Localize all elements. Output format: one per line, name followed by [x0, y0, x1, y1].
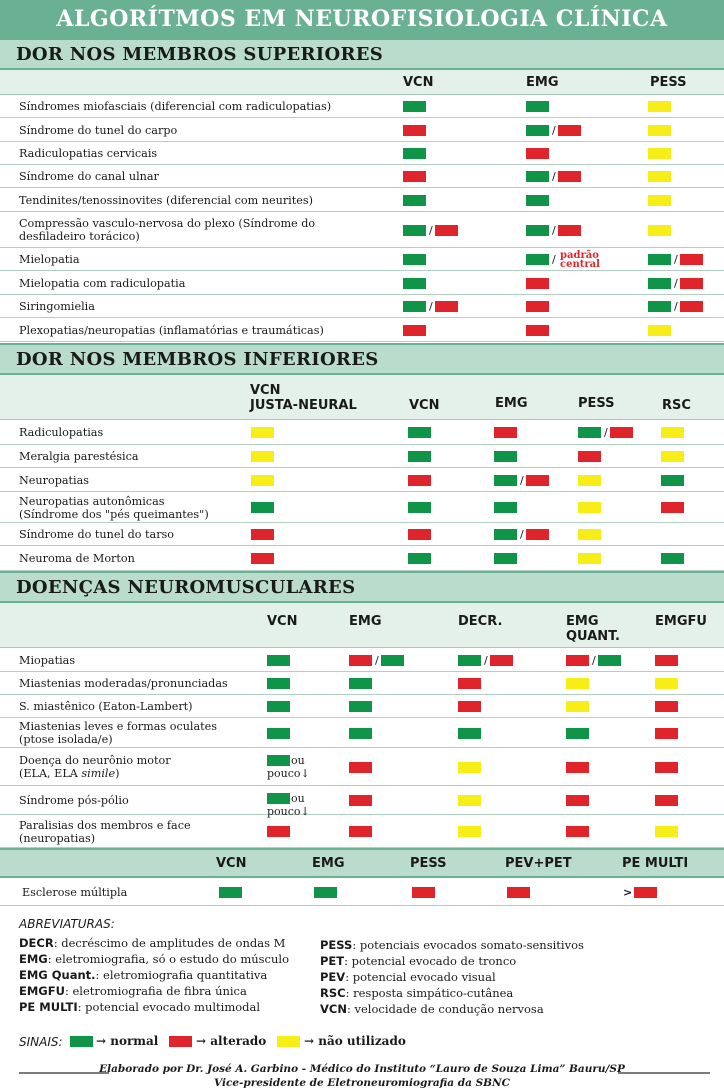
status-normal-swatch: [349, 701, 372, 712]
status-normal-swatch: [403, 101, 426, 112]
slash-separator: /: [552, 253, 556, 266]
row-label-line: Neuropatias autonômicas: [19, 494, 165, 508]
status-alterado-swatch: [566, 795, 589, 806]
status-nao-utilizado-swatch: [648, 148, 671, 159]
abbreviation-desc: : eletromiografia, só o estudo do músculo: [47, 952, 290, 966]
status-alterado-swatch: [435, 301, 458, 312]
status-normal-swatch: [403, 301, 426, 312]
abbreviation-item: [19, 967, 289, 983]
legend-label: SINAIS:: [19, 1035, 63, 1049]
status-alterado-swatch: [403, 171, 426, 182]
row-label-line: Síndromes miofasciais (diferencial com radiculopatias): [19, 100, 332, 113]
col-header-pess: PESS: [410, 856, 447, 871]
row-label-line: Radiculopatias cervicais: [19, 147, 158, 160]
row-label-part: (ELA, ELA: [19, 767, 82, 780]
status-normal-swatch: [661, 475, 684, 486]
slash-separator: /: [429, 300, 433, 313]
row-label-line: Mielopatia com radiculopatia: [19, 276, 186, 290]
legend-nao-utilizado-swatch: [277, 1036, 300, 1047]
section-title-membros-inferiores: DOR NOS MEMBROS INFERIORES: [0, 343, 724, 375]
row-label: [19, 147, 157, 160]
status-nao-utilizado-swatch: [655, 678, 678, 689]
page-title: ALGORÍTMOS EM NEUROFISIOLOGIA CLÍNICA: [0, 0, 724, 38]
slash-separator: /: [484, 653, 488, 667]
abbreviation-desc: : potencial evocado multimodal: [77, 1000, 261, 1014]
status-normal-swatch: [526, 125, 549, 136]
abbreviation-term: PE MULTI: [19, 1000, 78, 1014]
row-label-line: Síndrome do tunel do carpo: [19, 123, 178, 137]
status-normal-swatch: [408, 502, 431, 513]
footer-credit: Elaborado por Dr. José A. Garbino - Médico do Instituto “Lauro de Souza Lima” Bauru/SP: [99, 1063, 625, 1075]
row-label: [19, 528, 174, 541]
status-normal-swatch: [661, 553, 684, 564]
status-nao-utilizado-swatch: [661, 427, 684, 438]
status-nao-utilizado-swatch: [648, 195, 671, 206]
status-alterado-swatch: [507, 887, 530, 898]
abbreviation-desc: : eletromiografia quantitativa: [95, 968, 268, 982]
status-nao-utilizado-swatch: [578, 553, 601, 564]
abbreviation-term: PET: [320, 954, 345, 968]
abbreviation-desc: : velocidade de condução nervosa: [346, 1002, 544, 1016]
status-normal-swatch: [526, 101, 549, 112]
row-label-line: (Síndrome dos "pés queimantes"): [19, 507, 209, 521]
pouco-text: pouco↓: [267, 767, 310, 780]
row-label: [19, 277, 185, 290]
padrao-central-text: padrão: [560, 250, 599, 261]
abbreviation-term: VCN: [320, 1002, 347, 1016]
col-header-pev-pet: PEV+PET: [505, 856, 572, 871]
slash-separator: /: [604, 426, 608, 439]
row-label-line: Plexopatias/neuropatias (inflamatórias e traumáticas): [19, 323, 324, 337]
footer-subtitle: Vice-presidente de Eletroneuromiografia da SBNC: [214, 1077, 510, 1089]
col-header-vcn: VCN: [267, 614, 298, 629]
col-header-pe-multi: PE MULTI: [622, 856, 689, 871]
pouco-text: pouco↓: [267, 805, 310, 818]
status-normal-swatch: [403, 225, 426, 236]
status-normal-swatch: [566, 728, 589, 739]
slash-separator: /: [520, 528, 524, 541]
slash-separator: /: [552, 123, 556, 137]
row-label: [19, 495, 209, 521]
col-header-vcn-justa-neural: [250, 383, 357, 413]
row-label: [19, 654, 75, 667]
status-alterado-swatch: [408, 475, 431, 486]
status-alterado-swatch: [610, 427, 633, 438]
status-normal-swatch: [494, 502, 517, 513]
row-label-line: Paralisias dos membros e face: [19, 818, 191, 832]
status-normal-swatch: [267, 655, 290, 666]
col-header-emg-quant: [566, 614, 620, 644]
row-label: [19, 450, 139, 463]
status-nao-utilizado-swatch: [648, 325, 671, 336]
row-label: [19, 324, 324, 337]
status-normal-swatch: [408, 553, 431, 564]
greater-than-sign: >: [623, 885, 633, 899]
table-row: [0, 248, 724, 271]
table-row: [0, 468, 724, 492]
status-alterado-swatch: [680, 254, 703, 265]
status-alterado-swatch: [655, 701, 678, 712]
status-alterado-swatch: [578, 451, 601, 462]
status-nao-utilizado-swatch: [251, 427, 274, 438]
status-nao-utilizado-swatch: [566, 678, 589, 689]
row-label: [19, 124, 177, 137]
abbreviations-title: ABREVIATURAS:: [19, 917, 115, 931]
status-normal-swatch: [526, 195, 549, 206]
abbreviation-item: [320, 1001, 584, 1017]
row-label: [19, 794, 129, 807]
row-label-line: Miastenias moderadas/pronunciadas: [19, 677, 228, 690]
status-nao-utilizado-swatch: [648, 225, 671, 236]
abbreviation-desc: : eletromiografia de fibra única: [64, 984, 247, 998]
row-label: [19, 170, 159, 183]
status-alterado-swatch: [458, 701, 481, 712]
status-normal-swatch: [403, 278, 426, 289]
status-alterado-swatch: [490, 655, 513, 666]
status-nao-utilizado-swatch: [648, 125, 671, 136]
abbreviations-right: [320, 937, 584, 1017]
col-header-decr: DECR.: [458, 614, 503, 629]
status-normal-swatch: [381, 655, 404, 666]
status-normal-swatch: [403, 148, 426, 159]
row-label: [19, 474, 89, 487]
row-label: [19, 300, 95, 313]
col-header-emg: EMG: [312, 856, 345, 871]
slash-separator: /: [674, 276, 678, 290]
abbreviation-item: [19, 983, 289, 999]
col-header-rsc: RSC: [662, 398, 691, 413]
abbreviation-term: DECR: [19, 936, 54, 950]
column-header-row: [0, 70, 724, 95]
row-label-line: desfiladeiro torácico): [19, 230, 140, 243]
abbreviation-desc: : potencial evocado de tronco: [344, 954, 517, 968]
slash-separator: /: [674, 253, 678, 266]
row-label: [19, 754, 171, 780]
status-alterado-swatch: [558, 125, 581, 136]
status-alterado-swatch: [349, 795, 372, 806]
abbreviation-desc: : decréscimo de amplitudes de ondas M: [53, 936, 286, 950]
abbreviation-item: [320, 969, 584, 985]
status-alterado-swatch: [349, 762, 372, 773]
abbreviations-left: [19, 935, 289, 1015]
status-normal-swatch: [578, 427, 601, 438]
col-header-emgfu: EMGFU: [655, 614, 707, 629]
status-nao-utilizado-swatch: [648, 101, 671, 112]
status-normal-swatch: [219, 887, 242, 898]
status-alterado-swatch: [526, 301, 549, 312]
col-header-line: JUSTA-NEURAL: [250, 398, 357, 413]
status-normal-swatch: [251, 502, 274, 513]
ou-text: ou: [291, 792, 305, 805]
status-alterado-swatch: [458, 678, 481, 689]
status-nao-utilizado-swatch: [251, 475, 274, 486]
status-normal-swatch: [349, 678, 372, 689]
status-normal-swatch: [494, 553, 517, 564]
abbreviation-term: RSC: [320, 986, 346, 1000]
status-normal-swatch: [349, 728, 372, 739]
col-header-emg: EMG: [526, 75, 559, 90]
status-nao-utilizado-swatch: [458, 795, 481, 806]
abbreviation-term: EMG Quant.: [19, 968, 96, 982]
status-normal-swatch: [267, 793, 290, 804]
abbreviation-desc: : resposta simpático-cutânea: [345, 986, 514, 1000]
row-label-line: Esclerose múltipla: [22, 885, 128, 899]
slash-separator: /: [552, 170, 556, 183]
padrao-central-text: central: [560, 259, 600, 270]
status-alterado-swatch: [526, 325, 549, 336]
status-nao-utilizado-swatch: [566, 701, 589, 712]
status-normal-swatch: [526, 254, 549, 265]
row-label: [19, 552, 135, 565]
status-alterado-swatch: [526, 278, 549, 289]
status-alterado-swatch: [349, 826, 372, 837]
row-label-line: (neuropatias): [19, 831, 96, 845]
status-alterado-swatch: [435, 225, 458, 236]
status-nao-utilizado-swatch: [458, 762, 481, 773]
row-label-line: Radiculopatias: [19, 426, 104, 439]
row-label-line: Miastenias leves e formas oculates: [19, 720, 218, 733]
status-nao-utilizado-swatch: [648, 171, 671, 182]
col-header-line: EMG: [566, 614, 599, 629]
row-label-line: (ptose isolada/e): [19, 733, 113, 746]
status-normal-swatch: [458, 655, 481, 666]
status-normal-swatch: [494, 475, 517, 486]
col-header-vcn: VCN: [409, 398, 440, 413]
slash-separator: /: [429, 223, 433, 237]
status-normal-swatch: [648, 278, 671, 289]
status-normal-swatch: [314, 887, 337, 898]
status-alterado-swatch: [251, 529, 274, 540]
row-label-line: Miopatias: [19, 653, 76, 667]
status-alterado-swatch: [526, 148, 549, 159]
slash-separator: /: [520, 473, 524, 487]
row-label: [19, 253, 80, 266]
legend-normal-swatch: [70, 1036, 93, 1047]
status-normal-swatch: [403, 195, 426, 206]
status-alterado-swatch: [267, 826, 290, 837]
status-nao-utilizado-swatch: [578, 502, 601, 513]
col-header-emg: EMG: [495, 396, 528, 411]
abbreviation-item: [320, 985, 584, 1001]
status-nao-utilizado-swatch: [578, 475, 601, 486]
row-label: [19, 194, 313, 207]
legend-nao-utilizado-text: → não utilizado: [304, 1034, 406, 1048]
abbreviation-item: [320, 953, 584, 969]
status-normal-swatch: [408, 427, 431, 438]
status-normal-swatch: [598, 655, 621, 666]
row-label-line: Siringomielia: [19, 300, 95, 313]
status-nao-utilizado-swatch: [251, 451, 274, 462]
col-header-vcn: VCN: [403, 75, 434, 90]
status-normal-swatch: [267, 678, 290, 689]
status-normal-swatch: [526, 225, 549, 236]
status-alterado-swatch: [655, 762, 678, 773]
legend-alterado-text: → alterado: [196, 1034, 267, 1048]
slash-separator: /: [375, 653, 379, 667]
section-title-doencas-neuromusculares: DOENÇAS NEUROMUSCULARES: [0, 571, 724, 603]
slash-separator: /: [674, 300, 678, 313]
status-normal-swatch: [267, 755, 290, 766]
col-header-line: VCN: [250, 383, 281, 398]
status-normal-swatch: [267, 701, 290, 712]
status-alterado-swatch: [494, 427, 517, 438]
status-alterado-swatch: [403, 125, 426, 136]
status-alterado-swatch: [251, 553, 274, 564]
status-alterado-swatch: [655, 728, 678, 739]
slash-separator: /: [592, 653, 596, 667]
table-row: [0, 295, 724, 318]
abbreviation-term: PESS: [320, 938, 353, 952]
abbreviation-term: EMGFU: [19, 984, 65, 998]
col-header-emg: EMG: [349, 614, 382, 629]
status-alterado-swatch: [680, 301, 703, 312]
row-label: [19, 677, 228, 690]
status-normal-swatch: [403, 254, 426, 265]
row-label-line: Meralgia parestésica: [19, 450, 139, 463]
abbreviation-desc: : potencial evocado visual: [345, 970, 496, 984]
abbreviation-item: [320, 937, 584, 953]
ou-text: ou: [291, 754, 305, 767]
status-alterado-swatch: [558, 171, 581, 182]
row-label-line: Compressão vasculo-nervosa do plexo (Síndrome do: [19, 217, 316, 230]
status-alterado-swatch: [408, 529, 431, 540]
status-normal-swatch: [648, 301, 671, 312]
abbreviation-term: EMG: [19, 952, 48, 966]
section-title-membros-superiores: DOR NOS MEMBROS SUPERIORES: [0, 38, 724, 70]
abbreviation-term: PEV: [320, 970, 346, 984]
row-label-line: Mielopatia: [19, 253, 80, 266]
col-header-vcn: VCN: [216, 856, 247, 871]
abbreviation-item: [19, 951, 289, 967]
status-alterado-swatch: [655, 795, 678, 806]
row-label-line: Síndrome do tunel do tarso: [19, 528, 175, 541]
legend-alterado-swatch: [169, 1036, 192, 1047]
abbreviation-item: [19, 935, 289, 951]
abbreviation-item: [19, 999, 289, 1015]
row-label: [19, 819, 191, 845]
status-alterado-swatch: [655, 655, 678, 666]
row-label: [19, 100, 331, 113]
row-label-line: [19, 767, 171, 780]
status-alterado-swatch: [680, 278, 703, 289]
status-normal-swatch: [494, 451, 517, 462]
status-alterado-swatch: [634, 887, 657, 898]
row-label-line: Tendinites/tenossinovites (diferencial com neurites): [19, 193, 313, 207]
row-label: [19, 720, 217, 746]
status-alterado-swatch: [403, 325, 426, 336]
status-normal-swatch: [267, 728, 290, 739]
col-header-pess: PESS: [650, 75, 687, 90]
status-alterado-swatch: [558, 225, 581, 236]
row-label-line: Neuropatias: [19, 473, 90, 487]
legend-normal-text: → normal: [96, 1034, 159, 1048]
status-normal-swatch: [526, 171, 549, 182]
status-alterado-swatch: [412, 887, 435, 898]
col-header-line: QUANT.: [566, 629, 620, 644]
status-alterado-swatch: [661, 502, 684, 513]
status-nao-utilizado-swatch: [578, 529, 601, 540]
status-alterado-swatch: [566, 655, 589, 666]
col-header-pess: PESS: [578, 396, 615, 411]
status-normal-swatch: [458, 728, 481, 739]
row-label-part: ): [115, 767, 120, 780]
slash-separator: /: [552, 223, 556, 237]
abbreviation-desc: : potenciais evocados somato-sensitivos: [352, 938, 584, 952]
row-label-line: Doença do neurônio motor: [19, 754, 171, 767]
status-alterado-swatch: [526, 475, 549, 486]
column-header-row: [0, 375, 724, 420]
row-label-line: Neuroma de Morton: [19, 552, 135, 565]
status-nao-utilizado-swatch: [458, 826, 481, 837]
row-label: [22, 886, 127, 899]
status-normal-swatch: [494, 529, 517, 540]
status-alterado-swatch: [566, 762, 589, 773]
status-normal-swatch: [648, 254, 671, 265]
row-label-line: Síndrome do canal ulnar: [19, 170, 159, 183]
row-label-line: S. miastênico (Eaton-Lambert): [19, 700, 193, 713]
row-label: [19, 700, 193, 713]
status-alterado-swatch: [349, 655, 372, 666]
status-alterado-swatch: [566, 826, 589, 837]
row-label-part: simile: [81, 767, 116, 780]
row-label: [19, 426, 103, 439]
status-alterado-swatch: [526, 529, 549, 540]
column-header-row: [0, 848, 724, 878]
status-nao-utilizado-swatch: [655, 826, 678, 837]
status-normal-swatch: [408, 451, 431, 462]
status-nao-utilizado-swatch: [661, 451, 684, 462]
row-label-line: Síndrome pós-pólio: [19, 794, 129, 807]
row-label: [19, 217, 315, 243]
